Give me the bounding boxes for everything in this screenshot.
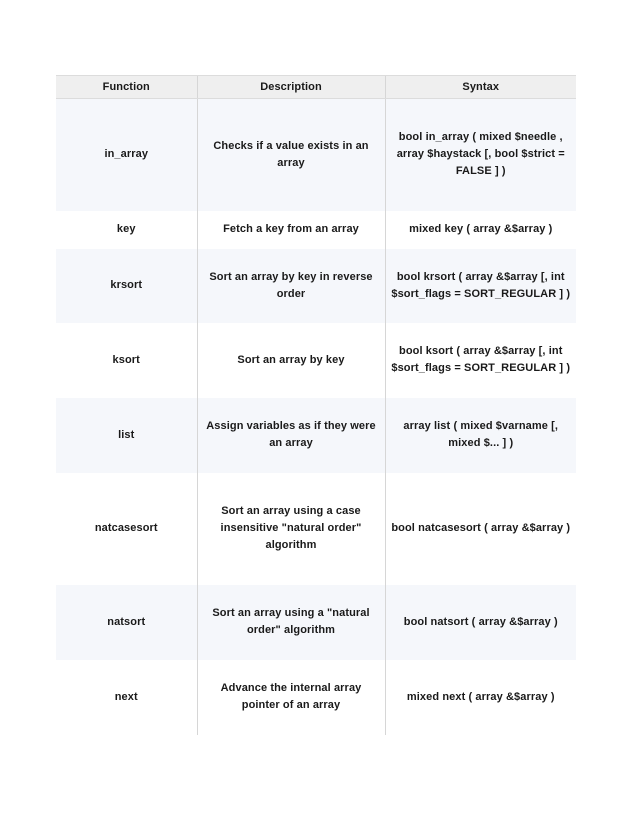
description-cell: Sort an array by key xyxy=(197,323,385,398)
function-cell: natcasesort xyxy=(56,473,197,585)
table-row xyxy=(56,323,576,398)
function-cell: in_array xyxy=(56,99,197,211)
function-cell: ksort xyxy=(56,323,197,398)
table-row xyxy=(56,99,576,211)
table-header xyxy=(56,76,576,99)
header-function: Function xyxy=(56,76,197,99)
header-syntax: Syntax xyxy=(385,76,576,99)
table-row xyxy=(56,473,576,585)
function-cell: krsort xyxy=(56,249,197,323)
description-cell: Checks if a value exists in an array xyxy=(197,99,385,211)
description-cell: Sort an array using a case insensitive "natural order" algorithm xyxy=(197,473,385,585)
description-cell: Advance the internal array pointer of an array xyxy=(197,660,385,735)
syntax-cell: mixed next ( array &$array ) xyxy=(385,660,576,735)
function-cell: list xyxy=(56,398,197,473)
description-cell: Sort an array using a "natural order" algorithm xyxy=(197,585,385,660)
table-row xyxy=(56,660,576,735)
description-cell: Assign variables as if they were an array xyxy=(197,398,385,473)
description-cell: Sort an array by key in reverse order xyxy=(197,249,385,323)
function-cell: key xyxy=(56,211,197,249)
description-cell: Fetch a key from an array xyxy=(197,211,385,249)
syntax-cell: bool krsort ( array &$array [, int $sort_flags = SORT_REGULAR ] ) xyxy=(385,249,576,323)
table-row xyxy=(56,398,576,473)
table-row xyxy=(56,211,576,249)
table-row xyxy=(56,585,576,660)
syntax-cell: array list ( mixed $varname [, mixed $... ] ) xyxy=(385,398,576,473)
array-functions-table xyxy=(56,75,576,735)
syntax-cell: bool natcasesort ( array &$array ) xyxy=(385,473,576,585)
table-body xyxy=(56,99,576,735)
function-cell: next xyxy=(56,660,197,735)
header-description: Description xyxy=(197,76,385,99)
syntax-cell: bool natsort ( array &$array ) xyxy=(385,585,576,660)
syntax-cell: bool in_array ( mixed $needle , array $haystack [, bool $strict = FALSE ] ) xyxy=(385,99,576,211)
header-row xyxy=(56,76,576,99)
function-cell: natsort xyxy=(56,585,197,660)
table-row xyxy=(56,249,576,323)
syntax-cell: bool ksort ( array &$array [, int $sort_flags = SORT_REGULAR ] ) xyxy=(385,323,576,398)
syntax-cell: mixed key ( array &$array ) xyxy=(385,211,576,249)
